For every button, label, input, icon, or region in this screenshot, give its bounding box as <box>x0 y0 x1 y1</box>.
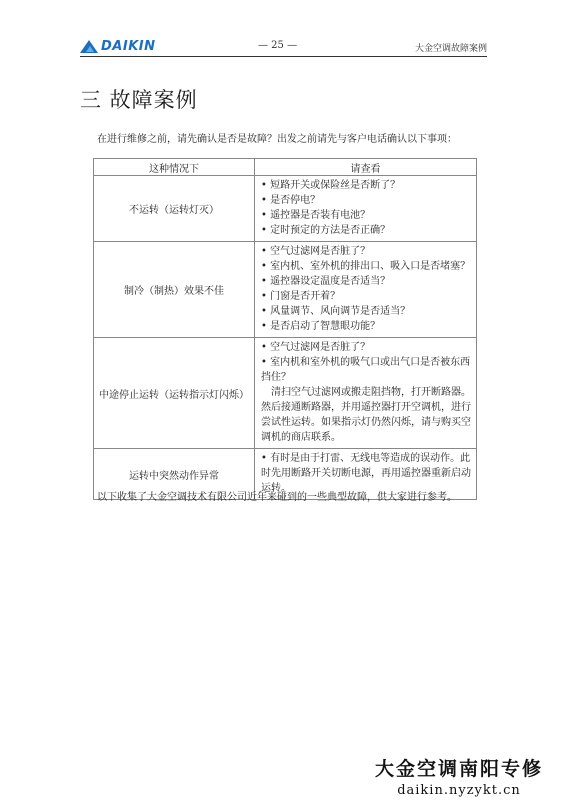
header-divider <box>80 56 487 57</box>
intro-text: 在进行维修之前，请先确认是否是故障？出发之前请先与客户电话确认以下事项： <box>97 134 457 145</box>
check-item: • 有时是由于打雷、无线电等造成的误动作。此时先用断路开关切断电源，再用遥控器重新启动运转。 <box>261 453 471 494</box>
situation-cell: 运转中突然动作异常 <box>94 449 255 500</box>
check-item: • 室内机和室外机的吸气口或出气口是否被东西挡住？ <box>261 357 471 383</box>
situation-cell: 制冷（制热）效果不佳 <box>94 242 255 338</box>
page-number: — 25 — <box>258 40 298 51</box>
section-title: 三 故障案例 <box>80 88 198 112</box>
watermark <box>375 754 543 798</box>
check-note: 清扫空气过滤网或搬走阻挡物，打开断路器。然后接通断路器，并用遥控器打开空调机，进行尝试性运转。如果指示灯仍然闪烁，请与购买空调机的商店联系。 <box>261 387 471 443</box>
situation-cell: 中途停止运转（运转指示灯闪烁） <box>94 338 255 449</box>
check-item: • 遥控器设定温度是否适当？ <box>261 276 391 287</box>
check-item: • 是否停电？ <box>261 195 321 206</box>
table-header-row <box>94 159 477 176</box>
check-item: • 遥控器是否装有电池？ <box>261 210 371 221</box>
column-header-situation: 这种情况下 <box>94 159 255 176</box>
header-title: 大金空调故障案例 <box>414 44 487 54</box>
daikin-logo <box>80 38 155 54</box>
column-header-check: 请查看 <box>255 159 477 176</box>
check-item: • 是否启动了智慧眼功能？ <box>261 321 381 332</box>
check-cell <box>255 242 477 338</box>
daikin-logo-icon <box>80 40 98 53</box>
check-item: • 风量调节、风向调节是否适当？ <box>261 306 411 317</box>
watermark-url: daikin.nyzykt.cn <box>397 783 521 798</box>
page-header <box>80 38 487 56</box>
check-item: • 空气过滤网是否脏了？ <box>261 246 371 257</box>
check-item: • 门窗是否开着？ <box>261 291 341 302</box>
troubleshooting-table <box>93 158 477 500</box>
check-cell <box>255 176 477 242</box>
table-row <box>94 242 477 338</box>
table-row <box>94 176 477 242</box>
logo-text: DAIKIN <box>101 38 156 54</box>
table-row <box>94 338 477 449</box>
check-item: • 定时预定的方法是否正确？ <box>261 225 391 236</box>
check-item: • 短路开关或保险丝是否断了？ <box>261 180 401 191</box>
check-cell <box>255 338 477 449</box>
check-item: • 室内机、室外机的排出口、吸入口是否堵塞？ <box>261 261 471 272</box>
situation-cell: 不运转（运转灯灭） <box>94 176 255 242</box>
watermark-title: 大金空调南阳专修 <box>374 758 543 780</box>
check-item: • 空气过滤网是否脏了？ <box>261 342 371 353</box>
closing-text: 以下收集了大金空调技术有限公司近年来碰到的一些典型故障，供大家进行参考。 <box>97 492 457 503</box>
